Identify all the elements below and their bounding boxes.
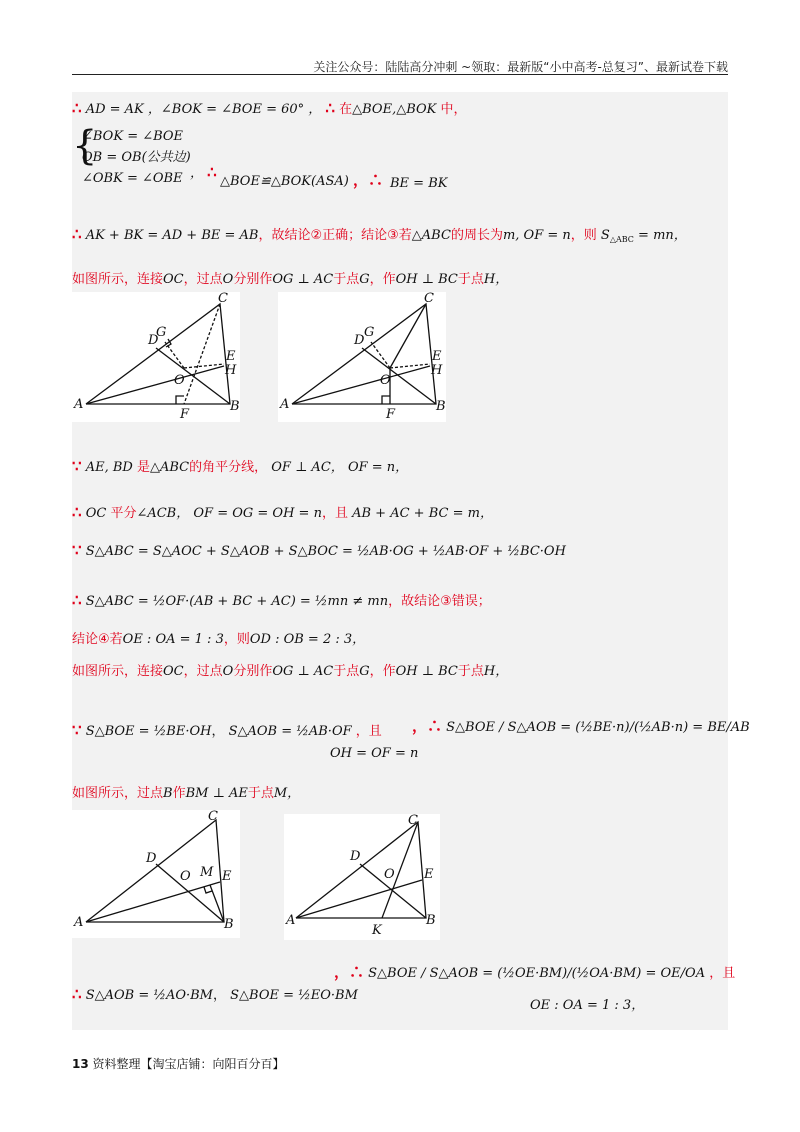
label-b: B	[426, 913, 436, 928]
line-4: 如图所示，连接OC，过点O分别作OG ⊥ AC于点G，作OH ⊥ BC于点H，	[72, 272, 509, 287]
therefore-symbol: ∴	[72, 99, 82, 117]
area-expr: $S_{\triangle ABC}$ = mn	[600, 228, 674, 244]
line-11: ∵ S△BOE = ½BE·OH， S△AOB = ½AB·OF ，且	[72, 721, 382, 739]
page-header: 关注公众号：陆陆高分冲刺 ~领取：最新版“小中高考-总复习”、最新试卷下载	[313, 60, 728, 74]
line-1	[72, 100, 467, 118]
label-c: C	[424, 292, 434, 306]
label-c: C	[218, 292, 228, 306]
therefore-symbol: ∴	[325, 99, 335, 117]
label-e: E	[432, 349, 442, 364]
math-text: ，	[190, 166, 204, 181]
label-o: O	[174, 373, 185, 388]
figure-1	[72, 292, 240, 422]
page-number: 13	[72, 1057, 89, 1071]
label-k: K	[372, 923, 382, 938]
header-rule	[72, 74, 728, 75]
label-e: E	[424, 867, 434, 882]
segment-oc	[390, 304, 426, 368]
line-2-cong	[220, 172, 383, 190]
math-text: △BOE≌△BOK(ASA)	[220, 174, 349, 189]
label-c: C	[208, 810, 218, 824]
label-e: E	[222, 869, 232, 884]
triangle-abc	[86, 304, 230, 404]
label-d: D	[350, 849, 361, 864]
line-3: ∴ AK + BK = AD + BE = AB，故结论②正确；结论③若△ABC的周长为m, OF = n，则 $S_{\triangle ABC}$ = mn，	[72, 225, 687, 244]
page-footer	[72, 1055, 285, 1072]
segment-ae	[86, 366, 224, 404]
label-h: H	[431, 363, 443, 378]
line-12: 如图所示，过点B作BM ⊥ AE于点M，	[72, 786, 301, 801]
right-angle-f	[176, 396, 184, 404]
label-d: D	[148, 333, 159, 348]
label-g: G	[156, 325, 167, 340]
equation-system	[82, 126, 191, 189]
line-2-be	[390, 176, 447, 192]
therefore-symbol: ，∴	[352, 171, 383, 189]
segment-bd	[362, 348, 436, 404]
therefore-symbol: ∴	[72, 225, 82, 243]
label-c: C	[408, 814, 418, 828]
line-5: ∵ AE, BD 是△ABC的角平分线， OF ⊥ AC， OF = n，	[72, 457, 409, 475]
label-m: M	[200, 865, 214, 880]
line-13c: OE : OA = 1 : 3，	[530, 998, 645, 1013]
label-b: B	[230, 399, 240, 414]
line-13b: ，∴ S△BOE / S△AOB = (½OE·BM)/(½OA·BM) = OE/OA ，且	[334, 963, 736, 981]
line-11c: ，∴ S△BOE / S△AOB = (½BE·n)/(½AB·n) = BE/AB	[412, 717, 750, 735]
figure-4	[284, 814, 440, 940]
math-text: m, OF = n	[502, 228, 571, 243]
label-o: O	[384, 867, 395, 882]
line-10: 如图所示，连接OC，过点O分别作OG ⊥ AC于点G，作OH ⊥ BC于点H，	[72, 664, 509, 679]
text-red: 的周长为	[450, 228, 503, 243]
footer-text: 资料整理【淘宝店铺：向阳百分百】	[92, 1057, 285, 1071]
math-text: △BOE,△BOK	[352, 102, 437, 117]
math-text: AK + BK = AD + BE = AB	[85, 228, 259, 243]
label-d: D	[354, 333, 365, 348]
line-8: ∴ S△ABC = ½OF·(AB + BC + AC) = ½mn ≠ mn，故结论③错误；	[72, 591, 491, 609]
label-b: B	[436, 399, 446, 414]
line-13: ∴ S△AOB = ½AO·BM， S△BOE = ½EO·BM	[72, 985, 358, 1003]
segment-cf	[184, 304, 220, 404]
segment-ae	[292, 366, 430, 404]
math-text: △ABC	[411, 228, 451, 243]
label-b: B	[224, 917, 234, 932]
line-2-right	[190, 164, 217, 182]
label-h: H	[225, 363, 237, 378]
equation-row: ∠OBK = ∠OBE	[82, 171, 183, 186]
label-a: A	[286, 913, 296, 928]
segment-bd	[156, 348, 230, 404]
line-6: ∴ OC 平分∠ACB， OF = OG = OH = n，且 AB + AC + BC = m，	[72, 503, 493, 521]
triangle-abc	[292, 304, 436, 404]
label-f: F	[180, 407, 190, 422]
label-a: A	[74, 915, 84, 930]
line-7: ∵ S△ABC = S△AOC + S△AOB + S△BOC = ½AB·OG + ½AB·OF + ½BC·OH	[72, 541, 566, 559]
triangle-abc	[296, 822, 426, 918]
math-text: BE = BK	[390, 176, 448, 191]
label-e: E	[226, 349, 236, 364]
figure-2	[278, 292, 446, 422]
equation-row: OB = OB(公共边)	[82, 150, 191, 165]
label-d: D	[146, 851, 157, 866]
label-a: A	[280, 397, 290, 412]
text-red: 中，	[440, 102, 467, 117]
label-g: G	[364, 325, 375, 340]
line-11b: OH = OF = n	[330, 746, 419, 761]
equation-row: ∠BOK = ∠BOE	[82, 129, 184, 144]
math-text: AD = AK ，∠BOK = ∠BOE = 60° ，	[85, 102, 322, 117]
brace: {	[72, 123, 98, 169]
text-red: ，故结论②正确；结论③若	[258, 228, 412, 243]
text-red: ，则	[570, 228, 597, 243]
label-o: O	[180, 869, 191, 884]
label-f: F	[386, 407, 396, 422]
solution-panel	[72, 92, 750, 1030]
label-a: A	[74, 397, 84, 412]
label-o: O	[380, 373, 391, 388]
line-9: 结论④若OE : OA = 1 : 3，则OD : OB = 2 : 3，	[72, 632, 366, 647]
text-red: 在	[339, 102, 353, 117]
figure-3	[72, 810, 240, 938]
segment-og	[371, 342, 390, 368]
right-angle-f	[382, 396, 390, 404]
therefore-symbol: ∴	[207, 163, 217, 181]
